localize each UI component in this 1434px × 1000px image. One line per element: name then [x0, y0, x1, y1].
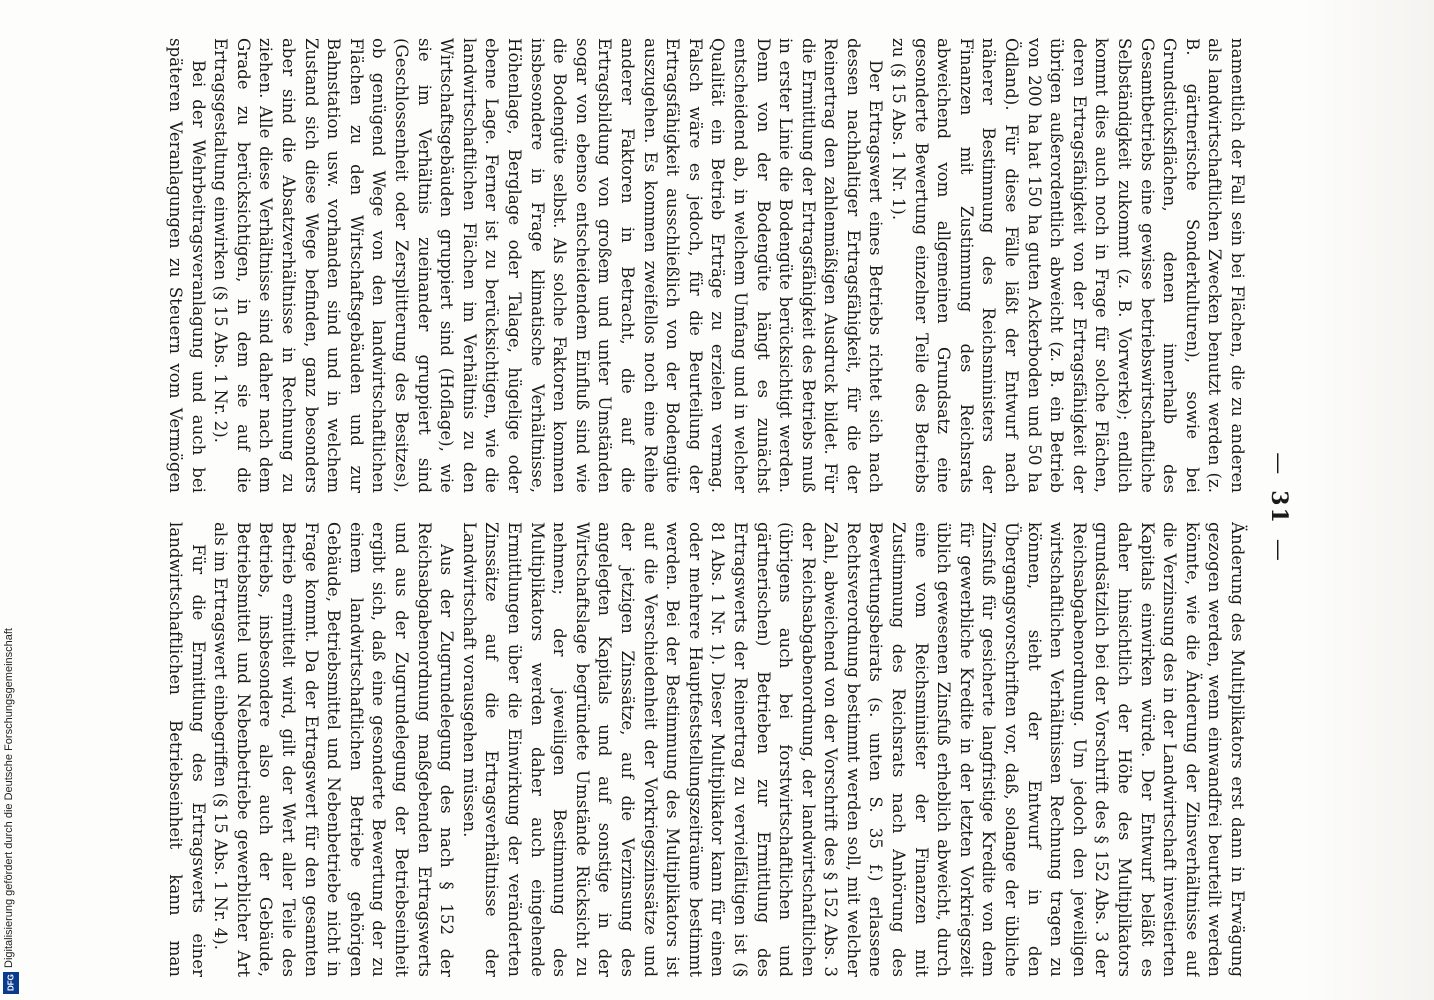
paragraph: Der Ertragswert eines Betriebs richtet sich nach dessen nachhaltiger Ertragsfähigkeit, für die der Reinertrag den zahlenmäßigen Ausdruck bildet. Für die Ermittlung der Ertragsfähigkeit des Betriebs muß in erster Linie die Bodengüte berücksichtigt werden. Denn von der Bodengüte hängt es zunächst entscheidend ab, in welchem Umfang und in welcher Qualität ein Betrieb Erträge zu erzielen vermag. Falsch wäre es jedoch, für die Beurteilung der Ertragsfähigkeit ausschließlich von der Bodengüte auszugehen. Es kommen zweifellos noch eine Reihe anderer Faktoren in Betracht, die auf die Ertragsbildung von großem und unter Umständen sogar von ebenso entscheidendem Einfluß sind wie die Bodengüte selbst. Als solche Faktoren kommen insbesondere in Frage klimatische Verhältnisse, Höhenlage, Berglage oder Talage, hügelige oder ebene Lage. Ferner ist zu berücksichtigen, wie die landwirtschaftlichen Flächen im Verhältnis zu den Wirtschaftsgebäuden gruppiert sind (Hoflage), wie sie im Verhältnis zueinander gruppiert sind (Geschlossenheit oder Zersplitterung des Besitzes), ob genügend Wege von den landwirtschaftlichen Flächen zu den Wirtschaftsgebäuden und zur Bahnstation usw. vorhanden sind und in welchem Zustand sich diese Wege befinden, ganz besonders aber sind die Absatzverhältnisse in Rechnung zu ziehen. Alle diese Verhältnisse sind daher nach dem Grade zu berücksichtigen, in dem sie auf die Ertragsgestaltung einwirken (§ 15 Abs. 1 Nr. 2). [211, 38, 886, 493]
paragraph: Änderung des Multiplikators erst dann in Erwägung gezogen werden, wenn einwandfrei beurteilt werden könnte, wie die Änderung der Zinsverhältnisse auf die Verzinsung des in der Landwirtschaft investierten Kapitals einwirken würde. Der Entwurf beläßt es daher hinsichtlich der Höhe des Multiplikators grundsätzlich bei der Vorschrift des § 152 Abs. 3 der Reichsabgabenordnung. Um jedoch den jeweiligen wirtschaftlichen Verhältnissen Rechnung tragen zu können, sieht der Entwurf in den Übergangsvorschriften vor, daß, solange der übliche Zinsfuß für gesicherte langfristige Kredite von dem für gewerbliche Kredite in der letzten Vorkriegszeit üblich gewesenen Zinsfuß erheblich abweicht, durch eine vom Reichsminister der Finanzen mit Zustimmung des Reichsrats nach Anhörung des Bewertungsbeirats (s. unten S. 35 f.) erlassene Rechtsverordnung bestimmt werden soll, mit welcher Zahl, abweichend von der Vorschrift des § 152 Abs. 3 der Reichsabgabenordnung, der landwirtschaftlichen (übrigens auch bei forstwirtschaftlichen und gärtnerischen) Betrieben zur Ermittlung des Ertragswerts der Reinertrag zu vervielfältigen ist (§ 81 Abs. 1 Nr. 1). Dieser Multiplikator kann für einen oder mehrere Hauptfeststellungszeiträume bestimmt werden. Bei der Bestimmung des Multiplikators ist auf die Verschiedenheit der Vorkriegszinssätze und der jetzigen Zinssätze, auf die Verzinsung des angelegten Kapitals und auf sonstige in der Wirtschaftslage begründete Umstände Rücksicht zu nehmen; der jeweiligen Bestimmung des Multiplikators werden daher auch eingehende Ermittlungen über die Einwirkung der veränderten Zinssätze auf die Ertragsverhältnisse der Landwirtschaft vorausgehen müssen. [459, 522, 1247, 977]
dfg-logo: DFG [3, 972, 19, 994]
paragraph: namentlich der Fall sein bei Flächen, die zu anderen als landwirtschaftlichen Zwecken benutzt werden (z. B. gärtnerische Sonderkulturen), sowie bei Grundstücksflächen, denen innerhalb des Gesamtbetriebs eine gewisse betriebswirtschaftliche Selbständigkeit zukommt (z. B. Vorwerke); endlich kommt dies auch noch in Frage für solche Flächen, deren Ertragsfähigkeit von der Ertragsfähigkeit der übrigen außerordentlich abweicht (z. B. ein Betrieb von 200 ha hat 150 ha guten Ackerboden und 50 ha Ödland). Für diese Fälle läßt der Entwurf nach näherer Bestimmung des Reichsministers der Finanzen mit Zustimmung des Reichsrats abweichend vom allgemeinen Grundsatz eine gesonderte Bewertung einzelner Teile des Betriebs zu (§ 15 Abs. 1 Nr. 1). [889, 38, 1247, 493]
paragraph: Aus der Zugrundelegung des nach § 152 der Reichsabgabenordnung maßgebenden Ertragswerts und aus der Zugrundelegung der Betriebseinheit ergibt sich, daß eine gesonderte Bewertung der zu einem landwirtschaftlichen Betriebe gehörigen Gebäude, Betriebsmittel und Nebenbetriebe nicht in Frage kommt. Da der Ertragswert für den gesamten Betrieb ermittelt wird, gilt der Wert aller Teile des Betriebs, insbesondere also auch der Gebäude, Betriebsmittel und Nebenbetriebe gewerblicher Art als im Ertragswert einbegriffen (§ 15 Abs. 1 Nr. 4). [211, 522, 457, 977]
document-sheet [155, 30, 1300, 985]
page-edge-shadow [1304, 0, 1434, 1000]
rotated-text-block [155, 30, 1300, 985]
right-column [163, 522, 1248, 977]
footer-credit-text: Digitalisierung gefördert durch die Deutsche Forschungsgemeinschaft [3, 628, 15, 968]
left-column [163, 38, 1248, 493]
digitization-footer [0, 0, 22, 1000]
paragraph: Bei der Wehrbeitragsveranlagung und auch bei späteren Veranlagungen zu Steuern vom Vermögen [166, 38, 208, 493]
page-number: — 31 — [1266, 30, 1292, 985]
paragraph: Für die Ermittlung des Ertragswerts einer landwirtschaftlichen Betriebseinheit kann man [166, 522, 208, 977]
